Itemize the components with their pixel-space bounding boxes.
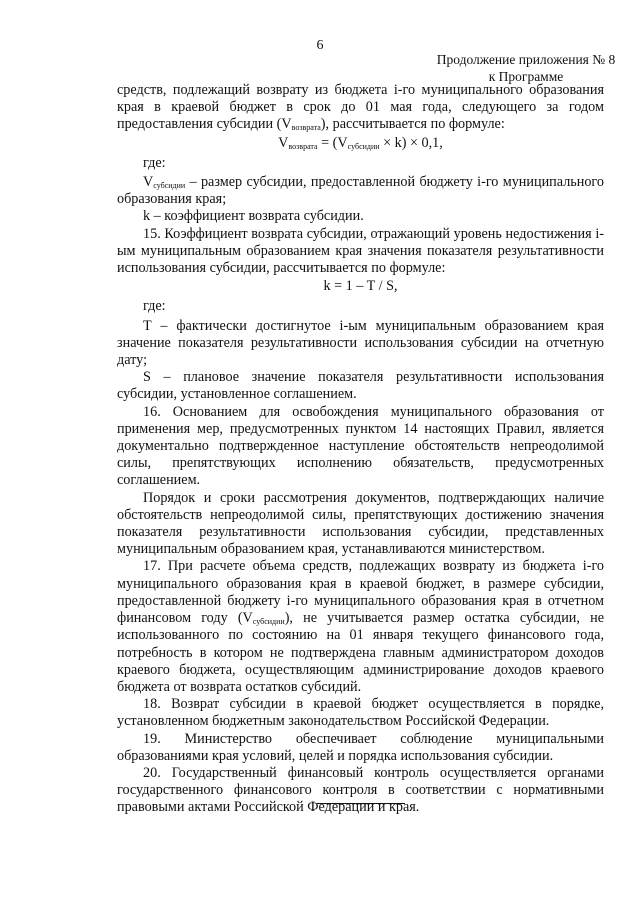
definition-s: S – плановое значение показателя результативности использования субсидии, установленное соглашением. [117,369,604,403]
closing-divider [317,803,405,804]
appendix-header [431,51,621,85]
paragraph-16: 16. Основанием для освобождения муниципального образования от применения мер, предусмотренных пунктом 14 настоящих Правил, является документально подтвержденное наступление обстоятельств непреодолимой силы, препятствующих исполнению обязательств, предусмотренных соглашением. [117,403,604,489]
formula-refund: $V_{возврата} = (V_{субсидии} \times k) \times 0,1$, [278,134,443,151]
where-label-2: где: [143,298,166,315]
paragraph-16-procedure: Порядок и сроки рассмотрения документов, подтверждающих наличие обстоятельств непреодолимой силы, препятствующих достижению значения показателя результативности использования субсидии, представленных муниципальным образованием края, устанавливаются министерством. [117,489,604,558]
where-label-1: где: [143,154,166,171]
paragraph-14-continuation: средств, подлежащий возврату из бюджета i-го муниципального образования края в краевой бюджет в срок до 01 мая года, следующего за годом предоставления субсидии $(V_{возврата})$, рассчитывается по формуле: [117,82,604,133]
appendix-line-1: Продолжение приложения № 8 [436,52,616,67]
definition-k: k – коэффициент возврата субсидии. [143,208,364,225]
definition-v-subsidy: $V_{субсидии}$ – размер субсидии, предоставленной бюджету i-го муниципального образования края; [117,174,604,208]
paragraph-15: 15. Коэффициент возврата субсидии, отражающий уровень недостижения i-ым муниципальным образованием края значения показателя результативности использования субсидии, рассчитывается по формуле: [117,225,604,277]
paragraph-18: 18. Возврат субсидии в краевой бюджет осуществляется в порядке, установленном бюджетным законодательством Российской Федерации. [117,696,604,730]
paragraph-20: 20. Государственный финансовый контроль осуществляется органами государственного финансового контроля в соответствии с нормативными правовыми актами Российской Федерации и края. [117,764,604,816]
document-body [117,82,604,817]
appendix-line-2: к Программе [488,69,564,84]
page-number: 6 [316,38,324,53]
definition-t: T – фактически достигнутое i-ым муниципальным образованием края значение показателя результативности использования субсидии на отчетную дату; [117,317,604,369]
paragraph-19: 19. Министерство обеспечивает соблюдение муниципальными образованиями края условий, целей и порядка использования субсидии. [117,730,604,764]
paragraph-17: 17. При расчете объема средств, подлежащих возврату из бюджета i-го муниципального образования края в краевой бюджет, в размере субсидии, предоставленной бюджету i-го муниципального образования края в отчетном финансовом году $(V_{субсидии})$, не учитывается размер остатка субсидии, не использованного по состоянию на 01 января текущего финансового года, потребность в котором не подтверждена главным администратором доходов краевого бюджета, осуществляющим администрирование доходов краевого бюджета от возврата остатков субсидий. [117,558,604,695]
formula-k: k = 1 – T / S, [323,278,398,295]
